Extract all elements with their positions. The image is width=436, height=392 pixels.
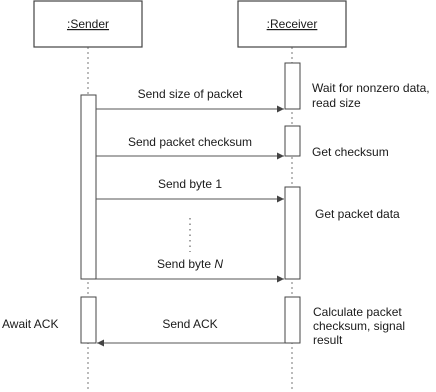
message-send-ack <box>97 317 285 343</box>
byte-n-prefix: Send byte <box>156 257 215 271</box>
message-send-checksum-label: Send packet checksum <box>127 135 253 149</box>
sender-participant <box>34 1 142 47</box>
note-calc-line-2: checksum, signal <box>313 319 406 333</box>
note-await-ack: Await ACK <box>2 317 59 331</box>
message-send-ack-label: Send ACK <box>162 317 218 331</box>
note-get-checksum: Get checksum <box>312 145 389 159</box>
note-wait-line-1: Wait for nonzero data, <box>312 81 430 95</box>
message-send-byte-1 <box>96 177 284 199</box>
receiver-participant <box>238 1 346 47</box>
message-send-byte-1-label: Send byte 1 <box>157 177 223 191</box>
message-send-byte-n-label <box>157 257 223 271</box>
byte-n-variable: N <box>214 257 224 271</box>
receiver-activation-data <box>285 187 300 279</box>
receiver-title: :Receiver <box>266 17 318 31</box>
receiver-activation-calc <box>285 297 300 343</box>
note-get-data: Get packet data <box>315 207 400 221</box>
sender-title: :Sender <box>66 17 110 31</box>
message-send-size <box>96 87 284 109</box>
message-send-byte-n <box>96 257 284 279</box>
receiver-activation-checksum <box>285 126 300 156</box>
message-send-checksum <box>96 135 284 156</box>
message-send-size-label: Send size of packet <box>137 87 243 101</box>
sender-activation-await <box>81 297 96 343</box>
note-calc-line-3: result <box>313 333 343 347</box>
note-calc-line-1: Calculate packet <box>313 305 402 319</box>
receiver-activation-size <box>285 63 300 109</box>
sender-activation-send <box>81 95 96 279</box>
note-wait-line-2: read size <box>312 96 361 110</box>
